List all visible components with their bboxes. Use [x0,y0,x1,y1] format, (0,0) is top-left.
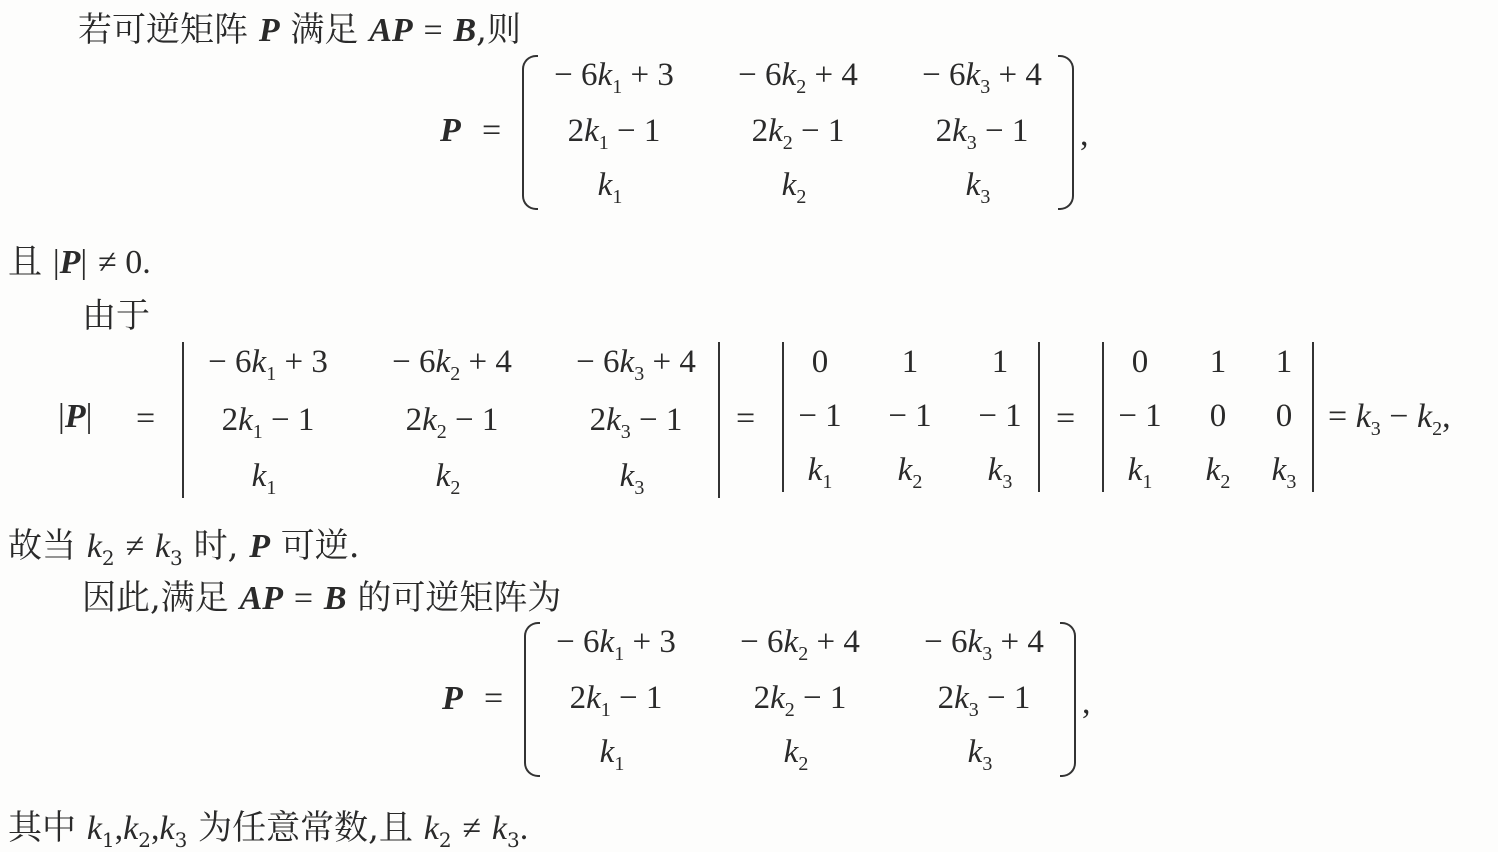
m2-r2c3: $2k_3 - 1$ [937,680,1031,721]
statement-line-3: 由于 [82,296,150,336]
cell-r1c2: − $6k_2 + 4$ [738,57,858,98]
statement-line-2: 且 |P| ≠ 0. [8,242,151,282]
det3-r3c1: $k_1$ [1127,452,1153,493]
determinant-3 [1102,342,1314,492]
cell-r2c1: $2k_1 - 1$ [567,113,661,154]
statement-line-4: 故当 $k_2 \ne k_3$ 时, P 可逆. [8,526,360,570]
det2-r2c2: − 1 [888,398,932,434]
eq2-equals: = [484,680,504,717]
eq1-trailing-comma: , [1080,116,1089,153]
det2-r1c3: 1 [991,344,1009,380]
det1-r1c1: − $6k_1 + 3$ [208,344,328,385]
matrix-p-2 [524,622,1076,777]
det-result: = $k_3 - k_2$, [1328,398,1451,440]
det1-r2c3: $2k_3 - 1$ [589,402,683,443]
det3-r2c1: − 1 [1118,398,1162,434]
det2-r2c1: − 1 [798,398,842,434]
cell-r2c3: $2k_3 - 1$ [935,113,1029,154]
m2-r2c1: $2k_1 - 1$ [569,680,663,721]
matrix-p-1 [522,55,1074,210]
det3-r3c3: $k_3$ [1271,452,1297,493]
statement-line-6: 其中 $k_1,k_2,k_3$ 为任意常数,且 $k_2 \ne k_3$. [8,808,529,852]
cell-r2c2: $2k_2 - 1$ [751,113,845,154]
det3-r3c2: $k_2$ [1205,452,1231,493]
statement-line-5: 因此,满足 AP = B 的可逆矩阵为 [82,578,562,618]
statement-line-1: 若可逆矩阵 P 满足 AP = B,则 [78,10,521,50]
cell-r3c3: $k_3$ [965,167,991,208]
det1-r1c3: − $6k_3 + 4$ [576,344,696,385]
cell-r1c3: − $6k_3 + 4$ [922,57,1042,98]
det-eq-1: = [136,400,156,437]
eq1-lhs: P [440,112,461,149]
eq1-equals: = [482,112,502,149]
det1-r2c2: $2k_2 - 1$ [405,402,499,443]
det2-r2c3: − 1 [978,398,1022,434]
eq2-lhs: P [442,680,463,717]
det3-r2c2: 0 [1209,398,1227,434]
det3-r1c3: 1 [1275,344,1293,380]
det3-r1c1: 0 [1131,344,1149,380]
det-lhs: |P| [58,398,93,435]
m2-r3c1: $k_1$ [599,734,625,775]
det2-r3c3: $k_3$ [987,452,1013,493]
det2-r3c1: $k_1$ [807,452,833,493]
m2-r1c1: − $6k_1 + 3$ [556,624,676,665]
cell-r3c2: $k_2$ [781,167,807,208]
det1-r3c1: $k_1$ [251,458,277,499]
determinant-2 [782,342,1040,492]
det1-r1c2: − $6k_2 + 4$ [392,344,512,385]
det2-r3c2: $k_2$ [897,452,923,493]
cell-r3c1: $k_1$ [597,167,623,208]
m2-r1c3: − $6k_3 + 4$ [924,624,1044,665]
right-paren [1058,55,1074,210]
det3-r2c3: 0 [1275,398,1293,434]
det3-r1c2: 1 [1209,344,1227,380]
m2-r3c3: $k_3$ [967,734,993,775]
determinant-1 [182,342,720,498]
det1-r2c1: $2k_1 - 1$ [221,402,315,443]
m2-r1c2: − $6k_2 + 4$ [740,624,860,665]
det-eq-2: = [736,400,756,437]
cell-r1c1: − $6k_1 + 3$ [554,57,674,98]
det2-r1c1: 0 [811,344,829,380]
left-paren [522,55,538,210]
det1-r3c3: $k_3$ [619,458,645,499]
eq2-trailing-comma: , [1082,684,1091,721]
m2-r2c2: $2k_2 - 1$ [753,680,847,721]
det1-r3c2: $k_2$ [435,458,461,499]
m2-r3c2: $k_2$ [783,734,809,775]
det-eq-3: = [1056,400,1076,437]
det2-r1c2: 1 [901,344,919,380]
